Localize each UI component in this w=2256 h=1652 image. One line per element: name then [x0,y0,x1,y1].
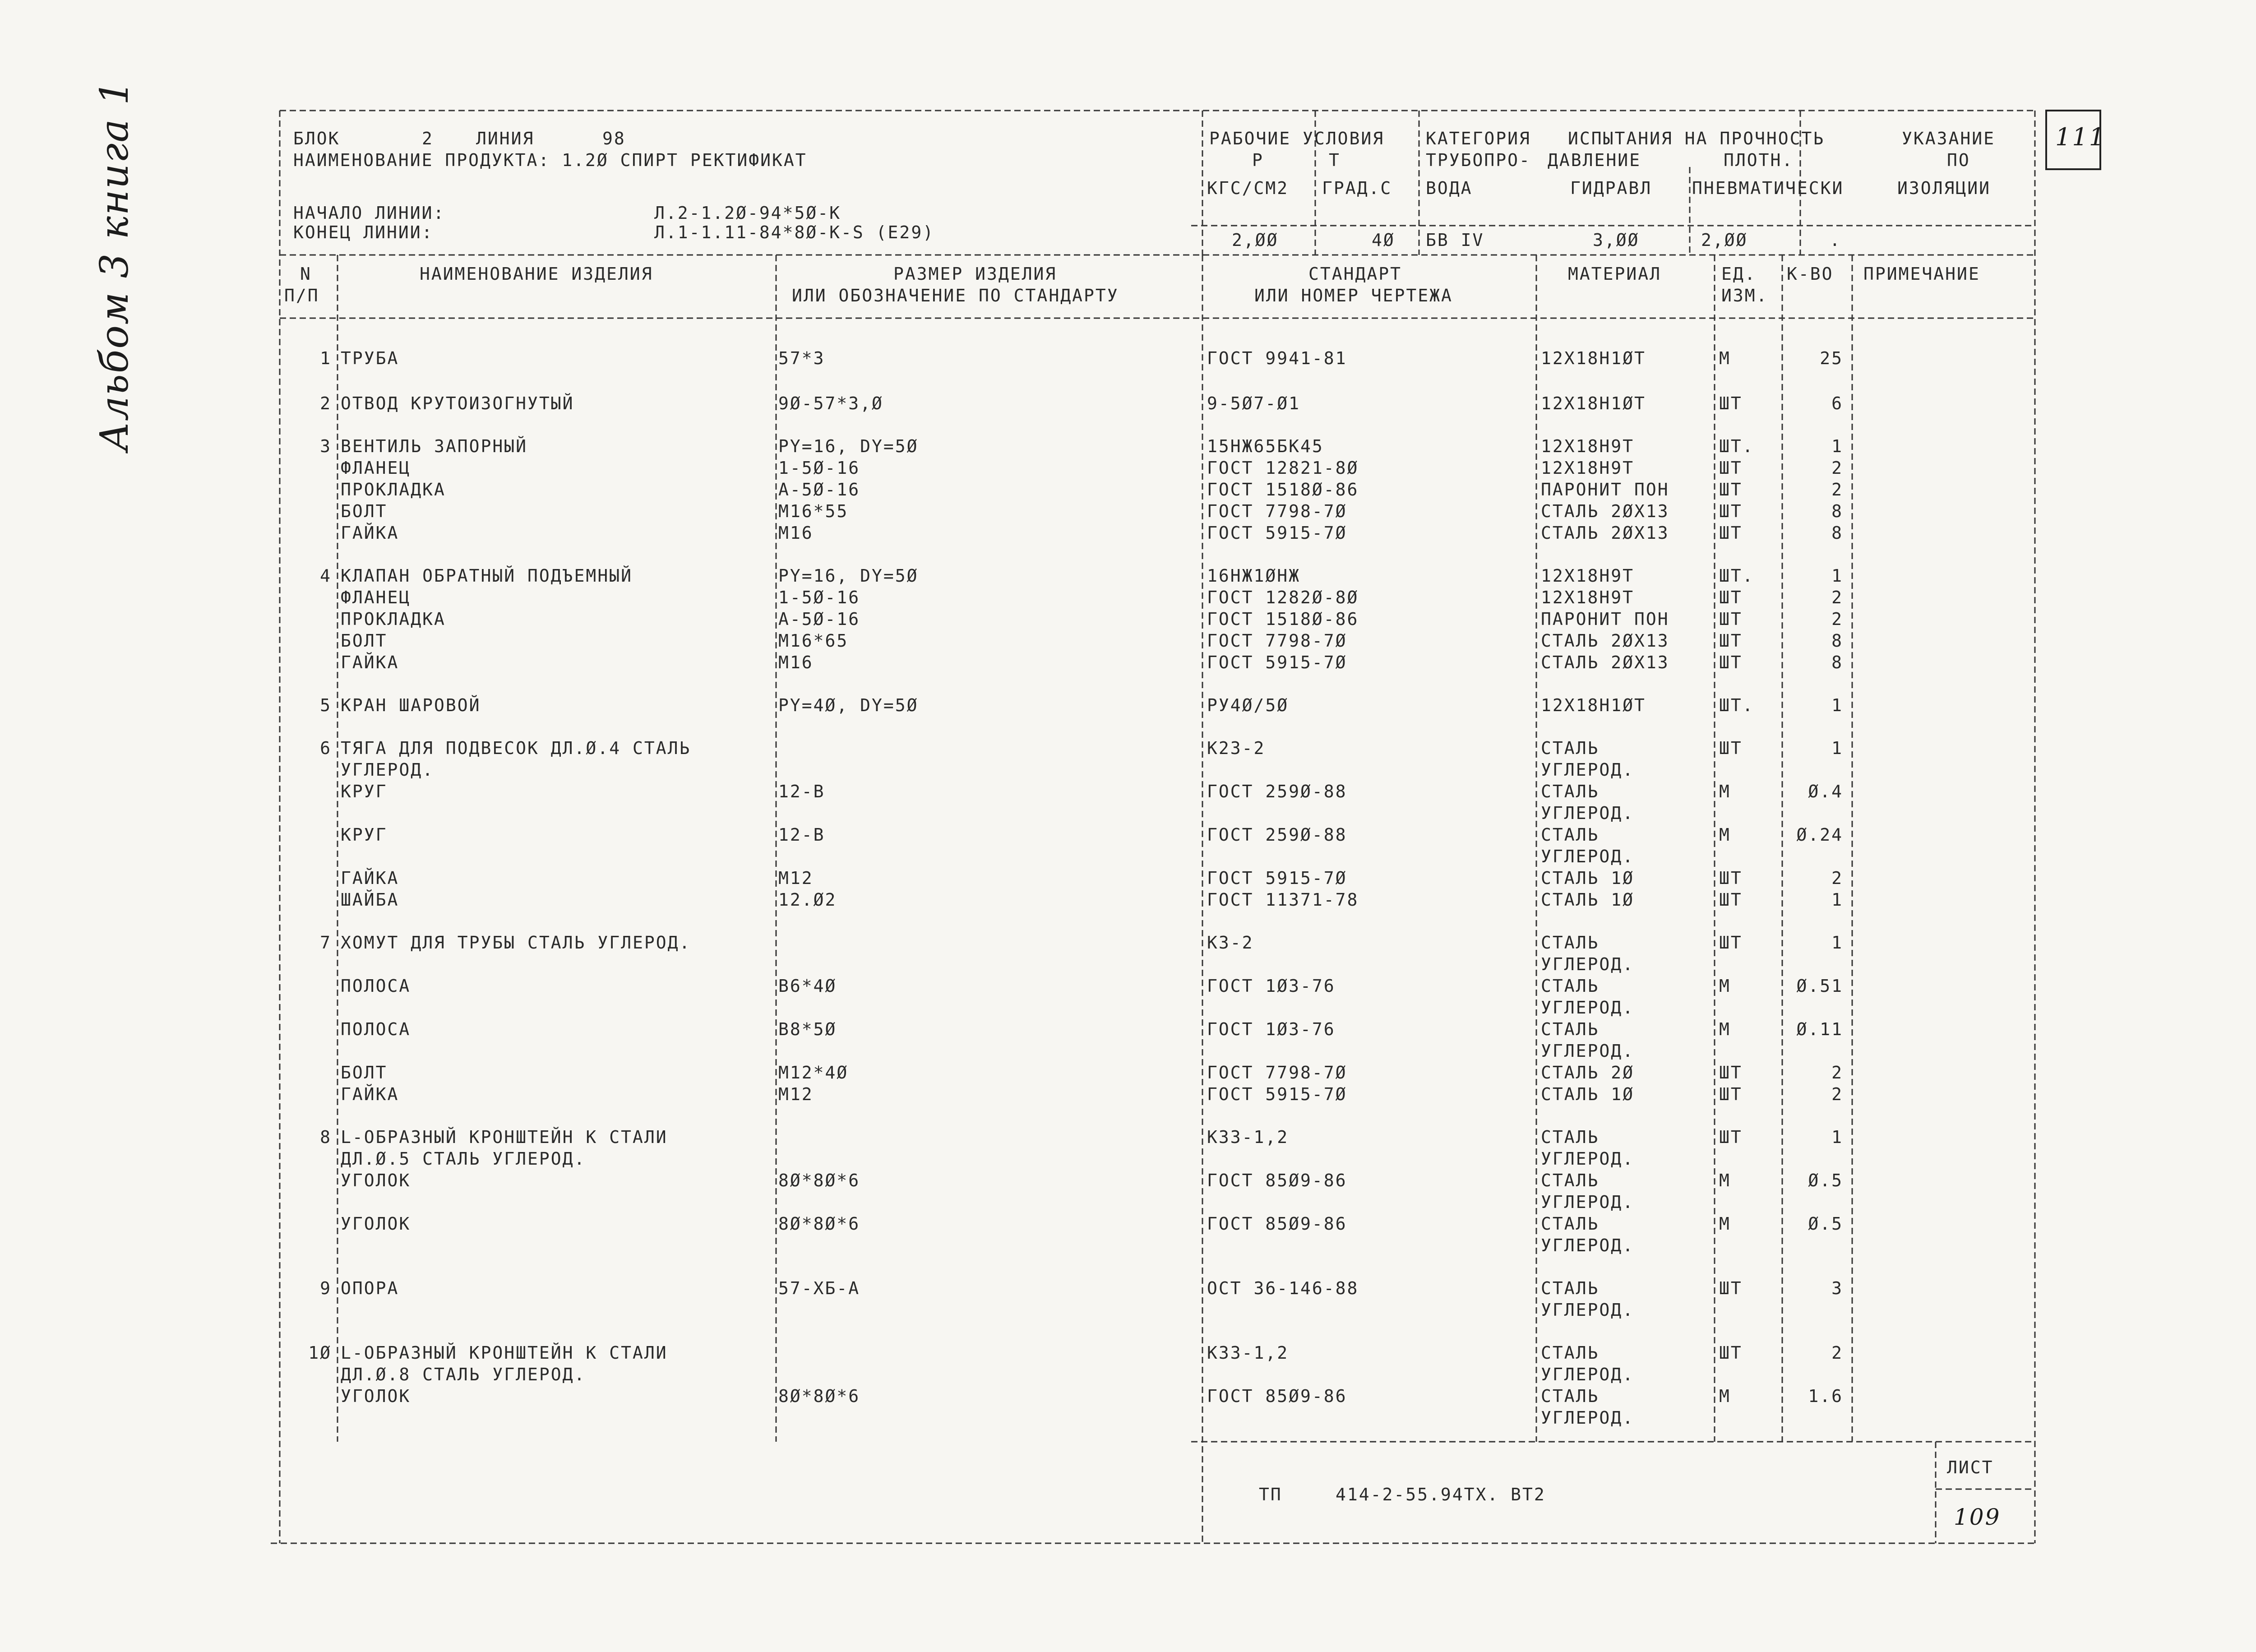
col-standard-2: ИЛИ НОМЕР ЧЕРТЕЖА [1254,286,1453,305]
table-row [0,781,2256,802]
table-row [0,1235,2256,1256]
sheet-label: ЛИСТ [1947,1458,1994,1477]
row-material: УГЛЕРОД. [1541,847,1635,866]
work-p-unit: КГС/СМ2 [1207,178,1289,198]
row-name: КРУГ [341,782,388,801]
row-qty: 2 [1831,868,1843,888]
test-density-value: . [1830,230,1841,250]
row-material: СТАЛЬ 1Ø [1541,868,1635,888]
col-note: ПРИМЕЧАНИЕ [1863,264,1980,284]
document-code: 414-2-55.94ТХ. ВТ2 [1336,1485,1546,1504]
row-standard: ГОСТ 9941-81 [1207,348,1347,368]
row-size: 9Ø-57*3,Ø [778,393,883,413]
row-standard: ГОСТ 1282Ø-8Ø [1207,588,1359,607]
row-name: ГАЙКА [341,652,399,672]
table-row [0,1170,2256,1191]
row-qty: 3 [1831,1278,1843,1298]
col-standard-1: СТАНДАРТ [1308,264,1402,284]
row-name: ТЯГА ДЛЯ ПОДВЕСОК ДЛ.Ø.4 СТАЛЬ [341,738,691,758]
table-row [0,608,2256,630]
table-row [0,587,2256,608]
row-unit: М [1719,782,1731,801]
row-material: СТАЛЬ [1541,1171,1600,1190]
row-qty: 25 [1820,348,1843,368]
table-row [0,522,2256,544]
row-material: 12Х18Н9Т [1541,458,1635,478]
table-row [0,1213,2256,1235]
row-qty: 8 [1831,631,1843,651]
row-standard: 16НЖ1ØНЖ [1207,566,1301,586]
table-row [0,347,2256,369]
row-name: ПРОКЛАДКА [341,609,446,629]
table-row [0,1126,2256,1148]
col-unit-1: ЕД. [1721,264,1757,284]
col-unit-2: ИЗМ. [1721,286,1768,305]
row-unit: ШТ [1719,933,1743,953]
row-name: ГАЙКА [341,868,399,888]
table-row [0,1083,2256,1105]
row-size: 8Ø*8Ø*6 [778,1171,860,1190]
row-material: СТАЛЬ 2ØХ13 [1541,652,1669,672]
row-unit: ШТ [1719,1278,1743,1298]
row-name: УГЛЕРОД. [341,760,435,780]
col-name: НАИМЕНОВАНИЕ ИЗДЕЛИЯ [420,264,653,284]
block-label: БЛОК [293,129,340,148]
row-standard: ГОСТ 12821-8Ø [1207,458,1359,478]
line-label: ЛИНИЯ [476,129,535,148]
row-standard: ГОСТ 85Ø9-86 [1207,1214,1347,1234]
row-qty: 1 [1831,436,1843,456]
row-material: СТАЛЬ 2ØХ13 [1541,631,1669,651]
work-p: Р [1252,150,1264,170]
table-row [0,1277,2256,1299]
row-number: 5 [320,695,332,715]
row-qty: 2 [1831,1063,1843,1083]
row-name: ОТВОД КРУТОИЗОГНУТЫЙ [341,393,574,413]
row-unit: М [1719,1171,1731,1190]
table-row [0,1191,2256,1213]
row-unit: ШТ [1719,1063,1743,1083]
table-row [0,846,2256,867]
table-row [0,652,2256,673]
row-qty: 6 [1831,393,1843,413]
row-unit: М [1719,825,1731,845]
row-standard: ГОСТ 7798-7Ø [1207,1063,1347,1083]
work-p-value: 2,ØØ [1232,230,1279,250]
row-standard: К3-2 [1207,933,1254,953]
table-row [0,1040,2256,1062]
work-t-value: 4Ø [1372,230,1395,250]
row-unit: ШТ [1719,523,1743,543]
row-standard: ГОСТ 1Ø3-76 [1207,1019,1336,1039]
row-size: 1-5Ø-16 [778,588,860,607]
table-row [0,435,2256,457]
row-size: В8*5Ø [778,1019,837,1039]
row-size: В6*4Ø [778,976,837,996]
table-row [0,1148,2256,1170]
row-material: УГЛЕРОД. [1541,998,1635,1018]
row-size: М12 [778,868,814,888]
table-row [0,1407,2256,1429]
work-conditions-title: РАБОЧИЕ УСЛОВИЯ [1209,129,1385,148]
row-unit: ШТ [1719,652,1743,672]
row-size: 12-В [778,782,825,801]
test-pneumatic-value: 2,ØØ [1701,230,1748,250]
insulation-sub2: ИЗОЛЯЦИИ [1897,178,1991,198]
category-sub1: ТРУБОПРО- [1426,150,1531,170]
row-unit: ШТ [1719,1127,1743,1147]
row-number: 3 [320,436,332,456]
table-row [0,932,2256,953]
row-unit: ШТ [1719,1343,1743,1363]
row-material: 12Х18Н1ØТ [1541,393,1646,413]
row-material: СТАЛЬ [1541,1127,1600,1147]
row-standard: ГОСТ 7798-7Ø [1207,631,1347,651]
insulation-title: УКАЗАНИЕ [1902,129,1996,148]
table-row [0,953,2256,975]
line-end-label: КОНЕЦ ЛИНИИ: [293,222,434,242]
row-size: М12*4Ø [778,1063,849,1083]
row-unit: М [1719,976,1731,996]
row-qty: 8 [1831,501,1843,521]
row-standard: ГОСТ 85Ø9-86 [1207,1386,1347,1406]
row-material: СТАЛЬ 1Ø [1541,1084,1635,1104]
row-size: М16*65 [778,631,849,651]
row-material: УГЛЕРОД. [1541,803,1635,823]
row-unit: ШТ [1719,588,1743,607]
row-unit: ШТ [1719,631,1743,651]
row-unit: ШТ [1719,501,1743,521]
test-density: ПЛОТН. [1724,150,1794,170]
row-material: СТАЛЬ [1541,782,1600,801]
row-name: ФЛАНЕЦ [341,458,411,478]
stamp-number: 111 [2055,123,2106,151]
row-qty: 2 [1831,458,1843,478]
row-material: ПАРОНИТ ПОН [1541,609,1669,629]
row-size: М16*55 [778,501,849,521]
row-standard: К33-1,2 [1207,1127,1289,1147]
col-num-2: П/П [284,286,319,305]
row-size: PY=16, DY=5Ø [778,566,919,586]
row-qty: 2 [1831,1343,1843,1363]
row-material: СТАЛЬ [1541,1386,1600,1406]
row-standard: ГОСТ 5915-7Ø [1207,1084,1347,1104]
row-size: 12.Ø2 [778,890,837,910]
row-qty: Ø.5 [1808,1214,1843,1234]
row-name: КРАН ШАРОВОЙ [341,695,481,715]
row-qty: 1.6 [1808,1386,1843,1406]
row-name: ГАЙКА [341,1084,399,1104]
row-material: СТАЛЬ [1541,933,1600,953]
row-standard: РУ4Ø/5Ø [1207,695,1289,715]
line-end-value: Л.1-1.11-84*8Ø-К-S (E29) [654,222,935,242]
col-size-2: ИЛИ ОБОЗНАЧЕНИЕ ПО СТАНДАРТУ [792,286,1119,305]
row-qty: Ø.24 [1796,825,1843,845]
row-name: ХОМУТ ДЛЯ ТРУБЫ СТАЛЬ УГЛЕРОД. [341,933,691,953]
row-standard: ГОСТ 11371-78 [1207,890,1359,910]
row-number: 8 [320,1127,332,1147]
row-name: КРУГ [341,825,388,845]
row-unit: ШТ [1719,738,1743,758]
row-qty: 8 [1831,523,1843,543]
row-qty: 2 [1831,480,1843,500]
row-size: 8Ø*8Ø*6 [778,1386,860,1406]
row-unit: ШТ [1719,458,1743,478]
row-standard: 9-5Ø7-Ø1 [1207,393,1301,413]
test-title: ИСПЫТАНИЯ НА ПРОЧНОСТЬ [1568,129,1825,148]
table-row [0,1018,2256,1040]
row-name: ДЛ.Ø.8 СТАЛЬ УГЛЕРОД. [341,1365,586,1384]
test-hydraulic-value: 3,ØØ [1593,230,1640,250]
row-material: СТАЛЬ [1541,825,1600,845]
footer-tp: ТП [1259,1485,1282,1504]
insulation-sub1: ПО [1947,150,1970,170]
row-unit: ШТ. [1719,566,1754,586]
row-unit: ШТ [1719,890,1743,910]
row-size: PY=4Ø, DY=5Ø [778,695,919,715]
table-row [0,1364,2256,1385]
table-row [0,565,2256,587]
row-material: СТАЛЬ 2Ø [1541,1063,1635,1083]
col-size-1: РАЗМЕР ИЗДЕЛИЯ [893,264,1057,284]
row-qty: 1 [1831,933,1843,953]
row-name: БОЛТ [341,1063,388,1083]
row-name: ТРУБА [341,348,399,368]
table-row [0,737,2256,759]
row-size: 8Ø*8Ø*6 [778,1214,860,1234]
row-name: УГОЛОК [341,1386,411,1406]
row-material: УГЛЕРОД. [1541,954,1635,974]
row-unit: М [1719,1214,1731,1234]
table-row [0,1385,2256,1407]
row-standard: ГОСТ 85Ø9-86 [1207,1171,1347,1190]
row-name: ПОЛОСА [341,976,411,996]
line-start-label: НАЧАЛО ЛИНИИ: [293,203,445,223]
row-name: БОЛТ [341,631,388,651]
row-material: УГЛЕРОД. [1541,1192,1635,1212]
row-size: 57*3 [778,348,825,368]
row-unit: ШТ [1719,1084,1743,1104]
row-unit: ШТ [1719,609,1743,629]
row-material: СТАЛЬ [1541,1214,1600,1234]
category-sub2: ВОДА [1426,178,1473,198]
row-standard: ГОСТ 1518Ø-86 [1207,609,1359,629]
row-number: 7 [320,933,332,953]
row-unit: ШТ. [1719,436,1754,456]
row-name: L-ОБРАЗНЫЙ КРОНШТЕЙН К СТАЛИ [341,1127,668,1147]
row-material: СТАЛЬ [1541,1278,1600,1298]
row-name: БОЛТ [341,501,388,521]
category-title: КАТЕГОРИЯ [1426,129,1531,148]
col-qty: К-ВО [1787,264,1834,284]
row-material: СТАЛЬ 2ØХ13 [1541,523,1669,543]
row-material: СТАЛЬ [1541,1343,1600,1363]
table-row [0,457,2256,479]
row-standard: К23-2 [1207,738,1266,758]
row-material: СТАЛЬ 1Ø [1541,890,1635,910]
table-row [0,889,2256,911]
row-size: М16 [778,523,814,543]
row-standard: К33-1,2 [1207,1343,1289,1363]
row-standard: ГОСТ 259Ø-88 [1207,782,1347,801]
row-name: ФЛАНЕЦ [341,588,411,607]
row-material: УГЛЕРОД. [1541,1041,1635,1061]
row-number: 2 [320,393,332,413]
row-name: ДЛ.Ø.5 СТАЛЬ УГЛЕРОД. [341,1149,586,1169]
block-value: 2 [422,129,434,148]
table-row [0,759,2256,781]
row-size: 1-5Ø-16 [778,458,860,478]
row-material: 12Х18Н1ØТ [1541,348,1646,368]
row-name: ШАЙБА [341,890,399,910]
row-material: УГЛЕРОД. [1541,1149,1635,1169]
margin-note: Альбом 3 книга 1 [92,79,137,451]
row-material: УГЛЕРОД. [1541,1365,1635,1384]
table-row [0,997,2256,1018]
row-size: М12 [778,1084,814,1104]
row-size: 12-В [778,825,825,845]
row-material: СТАЛЬ [1541,1019,1600,1039]
row-qty: Ø.51 [1796,976,1843,996]
row-name: ПРОКЛАДКА [341,480,446,500]
row-unit: М [1719,348,1731,368]
row-material: СТАЛЬ [1541,976,1600,996]
row-qty: Ø.4 [1808,782,1843,801]
row-qty: 1 [1831,890,1843,910]
row-material: УГЛЕРОД. [1541,760,1635,780]
row-name: УГОЛОК [341,1214,411,1234]
row-standard: ГОСТ 1Ø3-76 [1207,976,1336,996]
row-unit: ШТ [1719,868,1743,888]
row-standard: ГОСТ 5915-7Ø [1207,523,1347,543]
table-row [0,694,2256,716]
test-pneumatic: ПНЕВМАТИЧЕСКИ [1692,178,1844,198]
table-row [0,824,2256,846]
product-name: НАИМЕНОВАНИЕ ПРОДУКТА: 1.2Ø СПИРТ РЕКТИФИКАТ [293,150,807,170]
row-qty: 1 [1831,1127,1843,1147]
row-qty: 1 [1831,566,1843,586]
row-unit: ШТ [1719,393,1743,413]
row-size: PY=16, DY=5Ø [778,436,919,456]
row-unit: ШТ [1719,480,1743,500]
row-name: ПОЛОСА [341,1019,411,1039]
row-qty: Ø.11 [1796,1019,1843,1039]
row-number: 1Ø [308,1343,332,1363]
row-standard: ГОСТ 5915-7Ø [1207,868,1347,888]
table-row [0,975,2256,997]
table-row [0,479,2256,500]
row-size: А-5Ø-16 [778,609,860,629]
row-number: 6 [320,738,332,758]
row-material: СТАЛЬ 2ØХ13 [1541,501,1669,521]
row-standard: ОСТ 36-146-88 [1207,1278,1359,1298]
row-unit: М [1719,1386,1731,1406]
work-t: Т [1329,150,1341,170]
row-size: А-5Ø-16 [778,480,860,500]
table-row [0,500,2256,522]
row-number: 1 [320,348,332,368]
row-qty: 8 [1831,652,1843,672]
category-value: БВ IV [1426,230,1484,250]
row-number: 9 [320,1278,332,1298]
row-material: 12Х18Н9Т [1541,436,1635,456]
row-standard: ГОСТ 1518Ø-86 [1207,480,1359,500]
row-unit: М [1719,1019,1731,1039]
row-standard: ГОСТ 7798-7Ø [1207,501,1347,521]
row-material: УГЛЕРОД. [1541,1408,1635,1428]
col-num-1: N [300,264,312,284]
row-material: УГЛЕРОД. [1541,1300,1635,1320]
row-qty: 2 [1831,609,1843,629]
table-row [0,1062,2256,1083]
row-name: КЛАПАН ОБРАТНЫЙ ПОДЪЕМНЫЙ [341,566,633,586]
row-qty: Ø.5 [1808,1171,1843,1190]
row-qty: 1 [1831,695,1843,715]
table-row [0,867,2256,889]
row-material: СТАЛЬ [1541,738,1600,758]
row-qty: 2 [1831,588,1843,607]
row-qty: 2 [1831,1084,1843,1104]
row-standard: ГОСТ 259Ø-88 [1207,825,1347,845]
row-number: 4 [320,566,332,586]
table-row [0,802,2256,824]
row-material: 12Х18Н9Т [1541,566,1635,586]
row-material: УГЛЕРОД. [1541,1236,1635,1255]
row-size: М16 [778,652,814,672]
row-material: 12Х18Н1ØТ [1541,695,1646,715]
row-name: L-ОБРАЗНЫЙ КРОНШТЕЙН К СТАЛИ [341,1343,668,1363]
row-material: ПАРОНИТ ПОН [1541,480,1669,500]
line-value: 98 [602,129,626,148]
row-name: ОПОРА [341,1278,399,1298]
row-name: ВЕНТИЛЬ ЗАПОРНЫЙ [341,436,528,456]
table-row [0,630,2256,652]
row-standard: 15НЖ65БК45 [1207,436,1324,456]
row-standard: ГОСТ 5915-7Ø [1207,652,1347,672]
col-material: МАТЕРИАЛ [1568,264,1662,284]
table-row [0,1342,2256,1364]
row-unit: ШТ. [1719,695,1754,715]
row-name: УГОЛОК [341,1171,411,1190]
test-pressure: ДАВЛЕНИЕ [1548,150,1641,170]
sheet-number: 109 [1954,1504,2001,1530]
row-size: 57-ХБ-А [778,1278,860,1298]
work-t-unit: ГРАД.С [1322,178,1392,198]
line-start-value: Л.2-1.2Ø-94*5Ø-К [654,203,841,223]
table-row [0,1299,2256,1321]
row-qty: 1 [1831,738,1843,758]
row-name: ГАЙКА [341,523,399,543]
row-material: 12Х18Н9Т [1541,588,1635,607]
test-hydraulic: ГИДРАВЛ [1570,178,1652,198]
table-row [0,393,2256,414]
